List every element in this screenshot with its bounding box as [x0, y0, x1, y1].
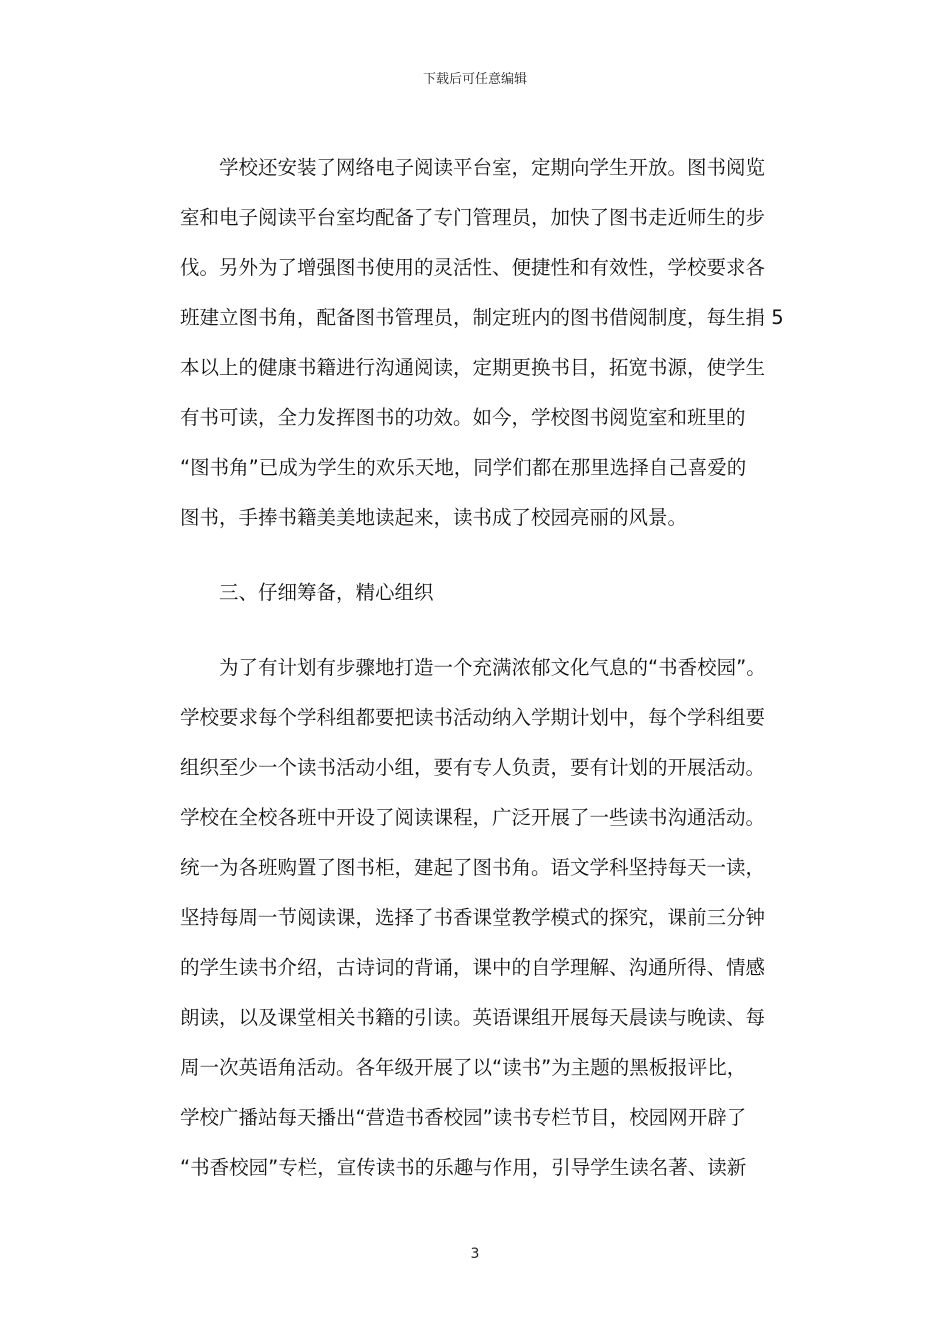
paragraph-line: 周一次英语角活动。各年级开展了以“读书”为主题的黑板报评比，	[180, 1056, 747, 1079]
paragraph-line: 室和电子阅读平台室均配备了专门管理员，加快了图书走近师生的步	[180, 206, 766, 229]
paragraph-line: 学校在全校各班中开设了阅读课程，广泛开展了一些读书沟通活动。	[180, 806, 766, 829]
paragraph-line: 图书，手捧书籍美美地读起来，读书成了校园亮丽的风景。	[180, 506, 688, 529]
paragraph-line: “图书角”已成为学生的欢乐天地，同学们都在那里选择自己喜爱的	[180, 456, 747, 479]
page-number: 3	[470, 1246, 480, 1262]
paragraph-organization	[180, 655, 780, 1180]
paragraph-line: 伐。另外为了增强图书使用的灵活性、便捷性和有效性，学校要求各	[180, 256, 766, 279]
document-body	[180, 155, 784, 1180]
paragraph-line: 朗读，以及课堂相关书籍的引读。英语课组开展每天晨读与晚读、每	[180, 1006, 766, 1029]
paragraph-line: 的学生读书介绍，古诗词的背诵，课中的自学理解、沟通所得、情感	[180, 956, 766, 979]
paragraph-line: 本以上的健康书籍进行沟通阅读，定期更换书目，拓宽书源，使学生	[180, 356, 766, 379]
paragraph-line: 学校还安装了网络电子阅读平台室，定期向学生开放。图书阅览	[219, 156, 766, 179]
paragraph-line: 有书可读，全力发挥图书的功效。如今，学校图书阅览室和班里的	[180, 406, 746, 429]
paragraph-line: 组织至少一个读书活动小组，要有专人负责，要有计划的开展活动。	[180, 756, 766, 779]
paragraph-line: 班建立图书角，配备图书管理员，制定班内的图书借阅制度，每生捐 5	[180, 306, 784, 329]
page-header-note: 下载后可任意编辑	[422, 72, 527, 87]
paragraph-line: “书香校园”专栏，宣传读书的乐趣与作用，引导学生读名著、读新	[180, 1156, 747, 1179]
paragraph-library-facilities	[180, 155, 784, 530]
paragraph-line: 为了有计划有步骤地打造一个充满浓郁文化气息的“书香校园”。	[219, 656, 766, 679]
section-heading: 三、仔细筹备，精心组织	[219, 581, 434, 604]
paragraph-line: 学校要求每个学科组都要把读书活动纳入学期计划中，每个学科组要	[180, 706, 766, 729]
paragraph-line: 学校广播站每天播出“营造书香校园”读书专栏节目，校园网开辟了	[180, 1106, 747, 1129]
paragraph-line: 统一为各班购置了图书柜，建起了图书角。语文学科坚持每天一读，	[180, 856, 766, 879]
paragraph-line: 坚持每周一节阅读课，选择了书香课堂教学模式的探究，课前三分钟	[180, 906, 766, 929]
